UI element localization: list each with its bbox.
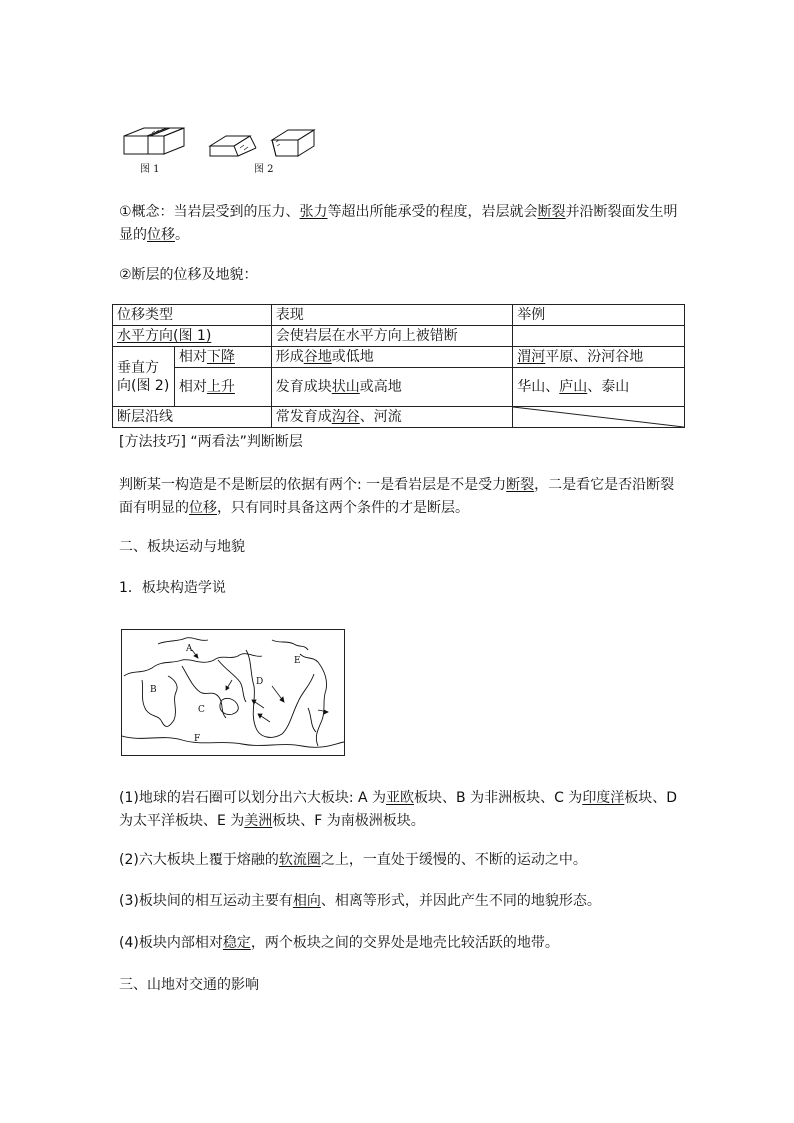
- table-row: [113, 347, 685, 368]
- fault-diagram-horizontal: [120, 124, 190, 160]
- underlined-term: 断裂: [537, 204, 566, 220]
- table-header: 表现: [271, 305, 513, 326]
- table-cell: 形成谷地或低地: [271, 347, 513, 368]
- plate-map: [121, 629, 345, 756]
- plate-label-d: D: [256, 677, 264, 687]
- table-cell: 渭河平原、汾河谷地: [513, 347, 685, 368]
- plate-label-a: A: [186, 644, 193, 654]
- judge-paragraph: 判断某一构造是不是断层的依据有两个: 一是看岩层是不是受力断裂，二是看它是否沿断裂面有明显的位移，只有同时具备这两个条件的才是断层。: [119, 477, 675, 516]
- table-cell: 相对下降: [174, 347, 271, 368]
- plate-label-e: E: [294, 656, 301, 666]
- diagonal-line: [513, 407, 684, 427]
- fault-displacement-heading: ②断层的位移及地貌：: [119, 267, 258, 283]
- fault-table: [112, 304, 685, 428]
- underlined-term: 位移: [147, 227, 175, 243]
- table-cell: 垂直方向(图 2): [113, 347, 175, 407]
- plates-paragraph-2: (2)六大板块上覆于熔融的软流圈之上，一直处于缓慢的、不断的运动之中。: [119, 852, 587, 868]
- figure-1-caption: 图 1: [140, 164, 160, 175]
- table-header: 位移类型: [113, 305, 272, 326]
- table-cell: 相对上升: [174, 368, 271, 407]
- plates-paragraph-3: (3)板块间的相互运动主要有相向、相离等形式，并因此产生不同的地貌形态。: [119, 893, 601, 909]
- plates-paragraph-1: (1)地球的岩石圈可以划分出六大板块: A 为亚欧板块、B 为非洲板块、C 为印度洋板块、D 为太平洋板块、E 为美洲板块、F 为南极洲板块。: [119, 790, 678, 829]
- subheading-plate-theory: 1．板块构造学说: [119, 580, 226, 596]
- table-cell-empty-diagonal: [513, 407, 685, 428]
- fault-diagram-vertical: [206, 126, 324, 160]
- section-heading-traffic: 三、山地对交通的影响: [119, 977, 259, 993]
- table-cell: [513, 326, 685, 347]
- table-cell: 华山、庐山、泰山: [513, 368, 685, 407]
- table-header: 举例: [513, 305, 685, 326]
- table-cell: 断层沿线: [113, 407, 272, 428]
- underlined-term: 张力: [299, 204, 328, 220]
- section-heading-plates: 二、板块运动与地貌: [119, 539, 245, 555]
- plate-label-f: F: [194, 734, 201, 744]
- table-cell: 会使岩层在水平方向上被错断: [271, 326, 513, 347]
- table-row: [113, 407, 685, 428]
- table-cell: 水平方向(图 1): [113, 326, 272, 347]
- method-tip: [方法技巧] “两看法”判断断层: [119, 434, 303, 450]
- plate-label-b: B: [150, 685, 157, 695]
- table-cell: 发育成块状山或高地: [271, 368, 513, 407]
- concept-paragraph: ①概念：当岩层受到的压力、张力等超出所能承受的程度，岩层就会断裂并沿断裂面发生明显的位移。: [119, 204, 678, 243]
- table-row: [113, 368, 685, 407]
- table-cell: 常发育成沟谷、河流: [271, 407, 513, 428]
- plate-label-c: C: [198, 705, 205, 715]
- plates-paragraph-4: (4)板块内部相对稳定，两个板块之间的交界处是地壳比较活跃的地带。: [119, 935, 559, 951]
- table-row: [113, 326, 685, 347]
- table-row: [113, 305, 685, 326]
- figure-2-caption: 图 2: [254, 164, 274, 175]
